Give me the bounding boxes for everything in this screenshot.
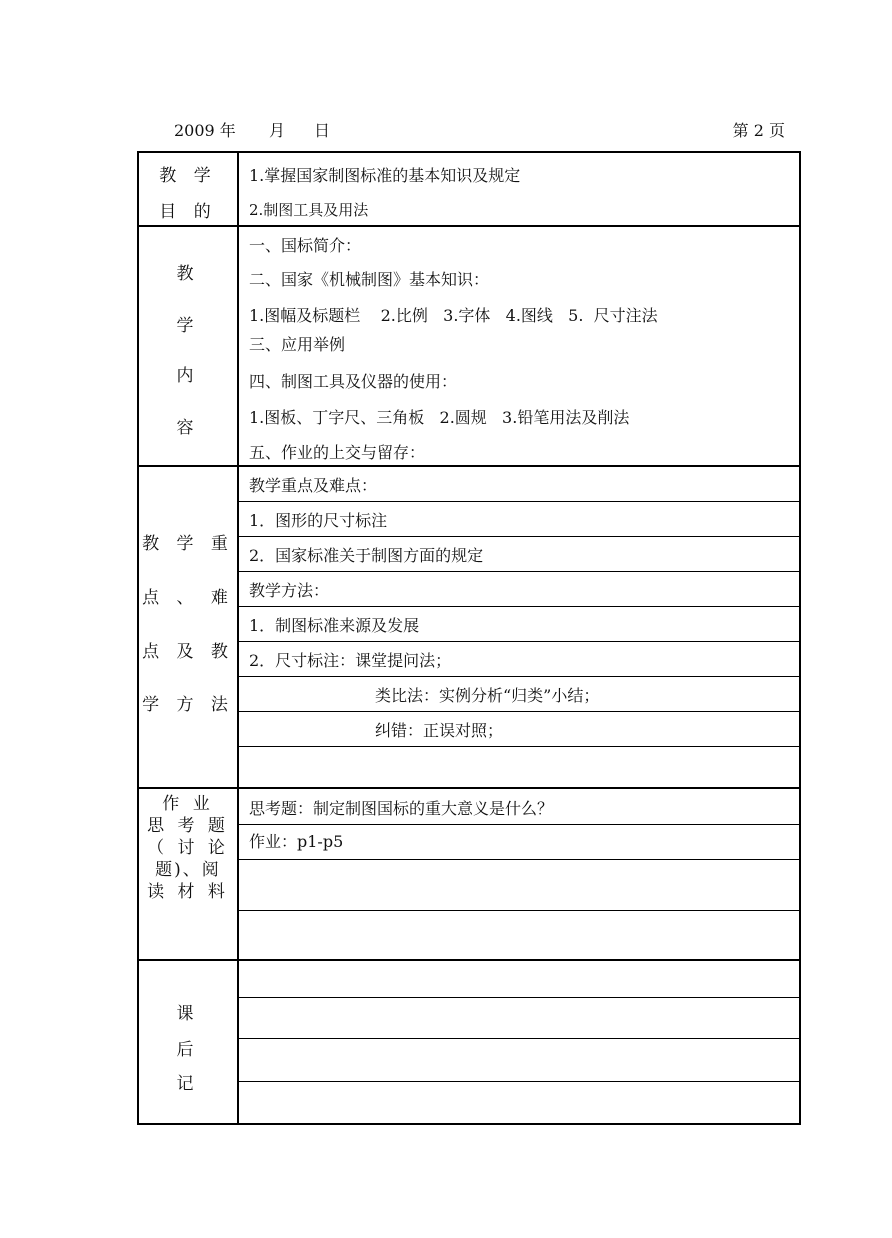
afterclass-row — [139, 959, 799, 1125]
content-line: 1.图幅及标题栏 2.比例 3.字体 4.图线 5. 尺寸注法 — [249, 306, 658, 325]
lesson-plan-table — [137, 151, 801, 1125]
afterclass-label — [139, 961, 239, 1125]
homework-subrow — [239, 789, 799, 825]
homework-label-line: 题)、阅 — [155, 860, 221, 880]
objective-item: 1.掌握国家制图标准的基本知识及规定 — [249, 166, 521, 185]
methods-text: 2．尺寸标注：课堂提问法； — [249, 651, 452, 670]
methods-subrow — [239, 677, 799, 712]
homework-subrow-empty — [239, 911, 799, 961]
afterclass-label-char: 课 — [176, 1004, 200, 1024]
objectives-content — [239, 153, 799, 225]
afterclass-subrow-empty — [239, 1039, 799, 1082]
homework-label-line: 作 业 — [162, 794, 214, 814]
afterclass-label-char: 后 — [176, 1040, 200, 1060]
homework-body — [239, 789, 799, 961]
content-label-char: 内 — [176, 366, 200, 386]
methods-body — [239, 467, 799, 789]
homework-text: 思考题：制定制图国标的重大意义是什么？ — [249, 799, 554, 818]
methods-subrow — [239, 572, 799, 607]
content-line: 一、国标简介： — [249, 236, 362, 255]
header-page-number: 第 2 页 — [732, 121, 785, 140]
content-line: 二、国家《机械制图》基本知识： — [249, 270, 490, 289]
methods-subrow — [239, 537, 799, 572]
homework-label-line: （ 讨 论 — [147, 838, 229, 858]
afterclass-subrow-empty — [239, 998, 799, 1039]
content-line: 1.图板、丁字尺、三角板 2.圆规 3.铅笔用法及削法 — [249, 408, 630, 427]
methods-text: 教学方法： — [249, 581, 330, 600]
methods-label — [139, 467, 239, 789]
homework-label-line: 读 材 料 — [147, 882, 229, 902]
methods-row — [139, 465, 799, 789]
objectives-label-line: 教 学 — [159, 166, 217, 186]
homework-text: 作业：p1-p5 — [249, 832, 344, 851]
methods-subrow — [239, 607, 799, 642]
methods-text: 2．国家标准关于制图方面的规定 — [249, 546, 484, 565]
methods-label-line: 点 、 难 — [142, 588, 234, 608]
methods-subrow — [239, 712, 799, 747]
header-year: 2009 年 — [174, 121, 236, 140]
objectives-label — [139, 153, 239, 225]
methods-subrow — [239, 642, 799, 677]
methods-label-line: 教 学 重 — [142, 534, 234, 554]
methods-subrow-empty — [239, 747, 799, 788]
homework-subrow-empty — [239, 860, 799, 911]
content-line: 三、应用举例 — [249, 335, 346, 354]
header-day: 日 — [314, 121, 331, 140]
afterclass-subrow-empty — [239, 961, 799, 998]
methods-text: 教学重点及难点： — [249, 476, 378, 495]
header-month: 月 — [269, 121, 286, 140]
homework-label — [139, 789, 239, 961]
homework-subrow — [239, 825, 799, 860]
homework-row — [139, 787, 799, 961]
content-line: 五、作业的上交与留存： — [249, 443, 426, 462]
homework-label-line: 思 考 题 — [147, 816, 229, 836]
methods-label-line: 点 及 教 — [142, 642, 234, 662]
objectives-row — [139, 153, 799, 225]
page-header — [137, 118, 799, 142]
methods-text: 1．图形的尺寸标注 — [249, 511, 388, 530]
content-label-char: 教 — [176, 264, 200, 284]
objective-item: 2.制图工具及用法 — [249, 201, 369, 219]
content-label-char: 学 — [176, 316, 200, 336]
methods-text: 类比法：实例分析“归类”小结； — [375, 686, 600, 705]
methods-text: 纠错：正误对照； — [375, 721, 504, 740]
objectives-label-line: 目 的 — [159, 202, 217, 222]
afterclass-subrow-empty — [239, 1082, 799, 1125]
methods-subrow — [239, 467, 799, 502]
methods-subrow — [239, 502, 799, 537]
methods-text: 1．制图标准来源及发展 — [249, 616, 420, 635]
content-body — [239, 227, 799, 467]
content-label-char: 容 — [176, 418, 200, 438]
afterclass-label-char: 记 — [176, 1074, 200, 1094]
content-row — [139, 225, 799, 467]
content-label — [139, 227, 239, 467]
afterclass-body — [239, 961, 799, 1125]
methods-label-line: 学 方 法 — [142, 695, 234, 715]
content-line: 四、制图工具及仪器的使用： — [249, 372, 458, 391]
